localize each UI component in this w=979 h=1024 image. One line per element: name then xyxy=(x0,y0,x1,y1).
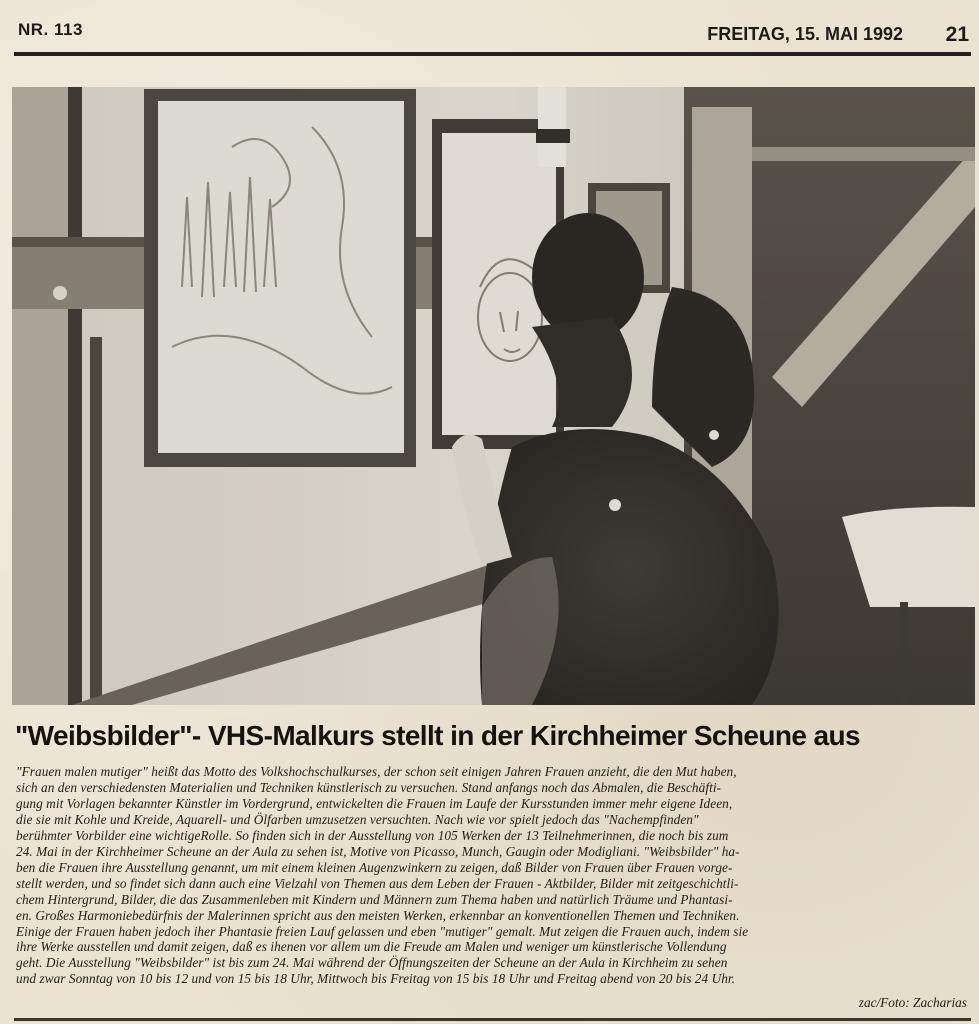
body-line: "Frauen malen mutiger" heißt das Motto des Volkshochschulkurses, der schon seit einigen Jahren Frauen anzieht, die den Mut haben, xyxy=(16,764,737,779)
header-rule xyxy=(14,52,971,56)
body-line: stellt werden, und so findet sich dann auch eine Vielzahl von Themen aus dem Leben der Frauen - Aktbilder, Bilder mit zeitgeschichtli- xyxy=(16,875,739,891)
body-line: chem Hintergrund, Bilder, die das Zusammenleben mit Kindern und Männern zum Thema haben und natürlich Träume und Phantasi- xyxy=(16,891,733,907)
body-line: berühmter Vorbilder eine wichtigeRolle. So finden sich in der Ausstellung von 105 Werken der 13 Teilnehmerinnen, die noch bis zum xyxy=(16,827,729,843)
article-headline: "Weibsbilder"- VHS-Malkurs stellt in der Kirchheimer Scheune aus xyxy=(15,720,860,751)
body-line: gung mit Vorlagen bekannter Künstler im Vordergrund, entwickelten die Frauen im Laufe der Kursstunden immer mehr eigene Ideen, xyxy=(16,795,733,811)
exhibition-photo-illustration xyxy=(12,87,975,705)
body-line: ben die Frauen ihre Ausstellung genannt, um mit einem kleinen Augenzwinkern zu zeigen, daß Bilder von Frauen über Frauen vorge- xyxy=(16,859,733,875)
issue-date: FREITAG, 15. MAI 1992 xyxy=(707,24,903,44)
article-photo xyxy=(12,87,975,705)
page-number: 21 xyxy=(945,23,969,46)
body-line: geht. Die Ausstellung "Weibsbilder" ist bis zum 24. Mai während der Öffnungszeiten der Scheune an der Aula in Kirchheim zu sehen xyxy=(16,955,728,971)
footer-rule xyxy=(14,1018,971,1021)
body-line: Einige der Frauen haben jedoch iher Phantasie freien Lauf gelassen und eben "mutiger" gemalt. Mut zeigen die Frauen auch, indem sie xyxy=(16,923,749,939)
article-body xyxy=(16,764,971,987)
body-line: und zwar Sonntag von 10 bis 12 und von 15 bis 18 Uhr, Mittwoch bis Freitag von 15 bis 18 Uhr und Freitag abend von 20 bis 24 Uhr. xyxy=(16,971,736,987)
body-line: 24. Mai in der Kirchheimer Scheune an der Aula zu sehen ist, Motive von Picasso, Munch, Gaugin oder Modigliani. "Weibsbilder" ha- xyxy=(16,843,740,859)
issue-number: NR. 113 xyxy=(18,20,83,39)
body-line: ihre Werke ausstellen und damit zeigen, daß es ihenen vor allem um die Freude am Malen und weniger um künstlerische Vollendung xyxy=(16,939,727,955)
body-line: en. Großes Harmoniebedürfnis der Malerinnen spricht aus den meisten Werken, erkennbar an konventionellen Themen und Techniken. xyxy=(16,907,740,923)
photo-credit: zac/Foto: Zacharias xyxy=(858,995,967,1010)
body-line: die sie mit Kohle und Kreide, Aquarell- und Ölfarben umzusetzen versuchten. Nach wie vor spielt jedoch das "Nachempfinden" xyxy=(16,811,699,827)
body-line: sich an den verschiedensten Materialien und Techniken künstlerisch zu versuchen. Stand anfangs noch das Abmalen, die Beschäfti- xyxy=(16,779,722,795)
page-header xyxy=(18,16,971,44)
